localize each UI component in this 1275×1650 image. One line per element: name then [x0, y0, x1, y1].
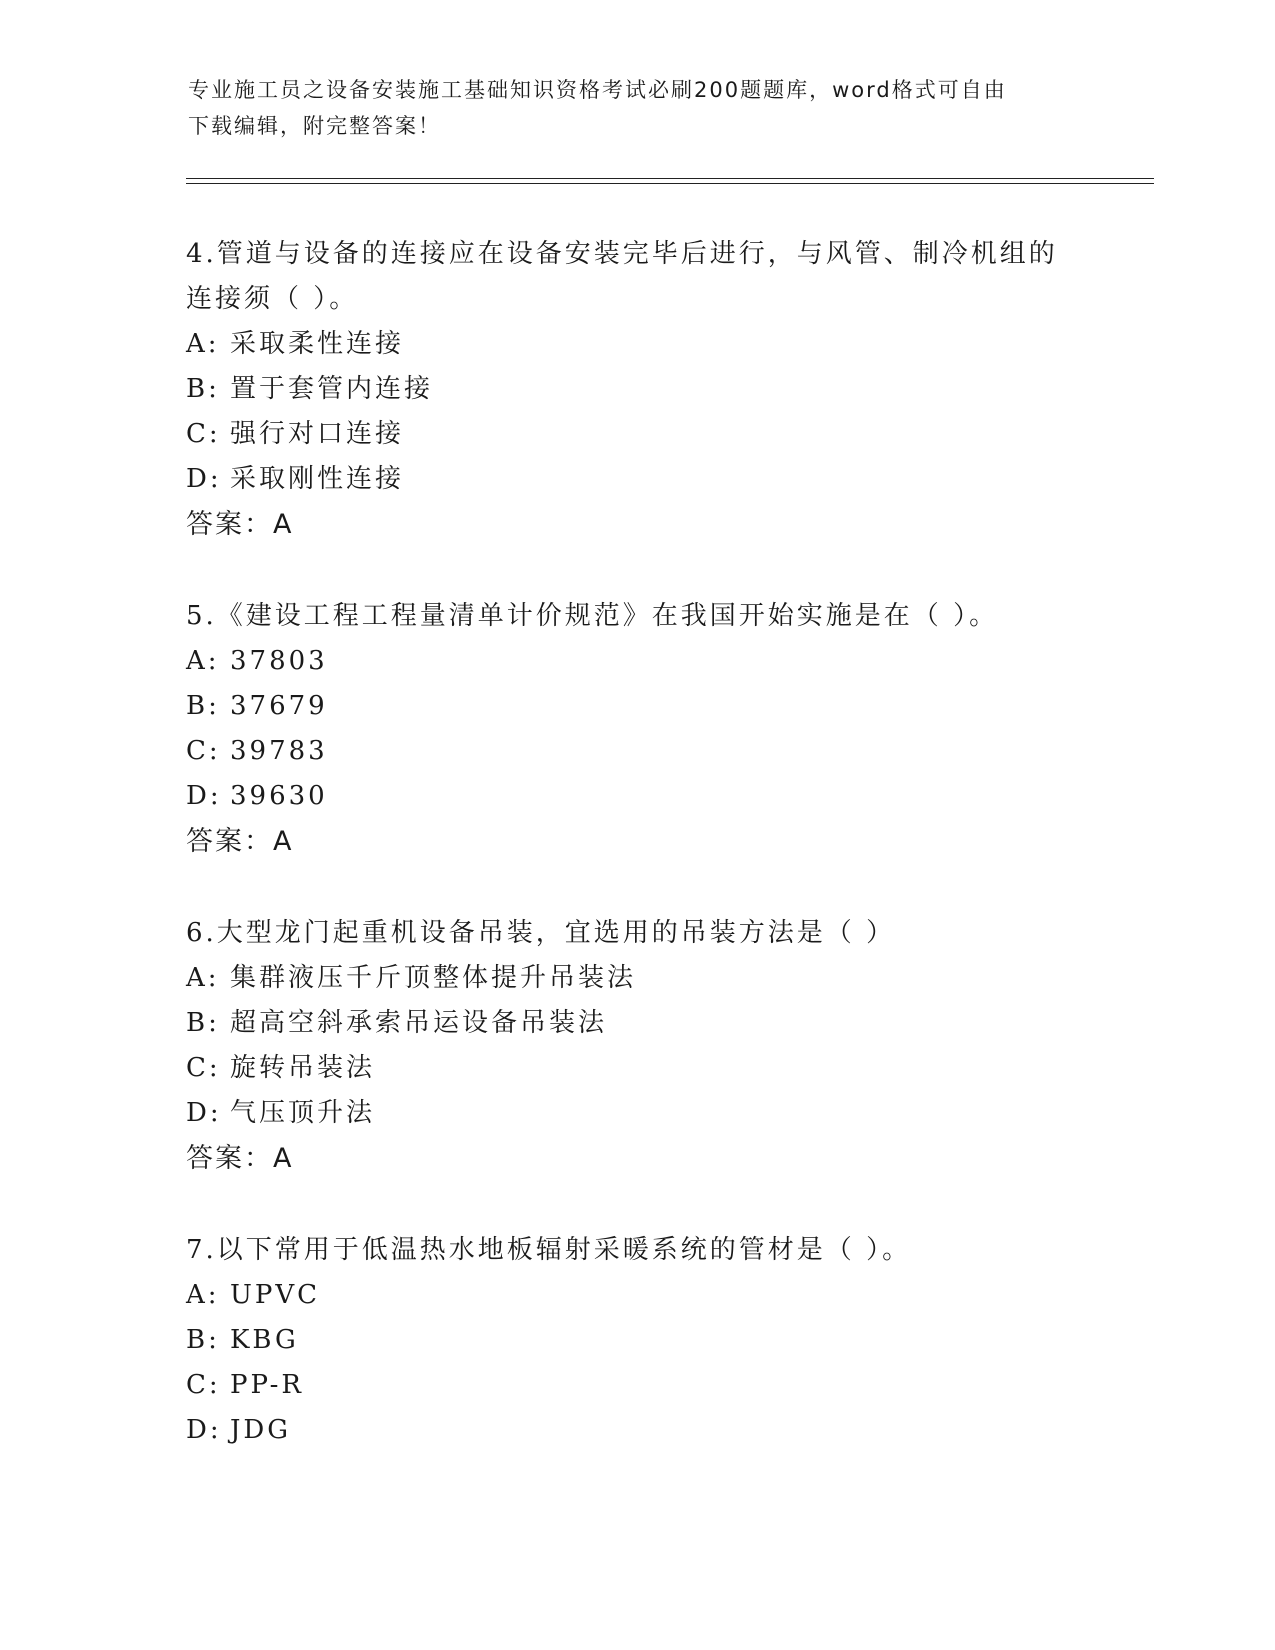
option-a [186, 1273, 1086, 1318]
option-a [186, 322, 1086, 367]
option-d [186, 457, 1086, 502]
option-d [186, 1408, 1086, 1453]
option-letter: D: [186, 1098, 222, 1128]
option-letter: C: [186, 419, 221, 449]
option-text: 采取刚性连接 [230, 464, 405, 494]
option-c [186, 729, 1086, 774]
question-text-line: 4.管道与设备的连接应在设备安装完毕后进行，与风管、制冷机组的 [186, 239, 1058, 269]
option-letter: D: [186, 464, 222, 494]
option-letter: A: [186, 1280, 220, 1310]
option-letter: C: [186, 1370, 221, 1400]
option-text: 超高空斜承索吊运设备吊装法 [230, 1008, 608, 1038]
answer-line: 答案：A [186, 1143, 294, 1174]
header-divider-top [186, 178, 1154, 179]
option-text: 37679 [230, 691, 328, 721]
header-line-1: 专业施工员之设备安装施工基础知识资格考试必刷200题题库，word格式可自由 [188, 78, 1007, 102]
option-text: PP-R [230, 1370, 304, 1400]
question-text [186, 232, 1086, 322]
option-c [186, 412, 1086, 457]
question-text: 6.大型龙门起重机设备吊装，宜选用的吊装方法是（ ） [186, 918, 896, 948]
option-letter: B: [186, 691, 220, 721]
option-text: 39783 [230, 736, 328, 766]
question-text-line: 连接须（ ）。 [186, 284, 359, 314]
option-letter: D: [186, 781, 222, 811]
answer-line: 答案：A [186, 509, 294, 540]
option-text: 置于套管内连接 [230, 374, 434, 404]
option-d [186, 774, 1086, 819]
question-6 [186, 911, 1086, 1182]
question-text: 5.《建设工程工程量清单计价规范》在我国开始实施是在（ ）。 [186, 601, 999, 631]
option-text: KBG [230, 1325, 299, 1355]
option-b [186, 1001, 1086, 1046]
option-letter: C: [186, 1053, 221, 1083]
question-list [186, 232, 1086, 1499]
option-text: JDG [230, 1415, 292, 1445]
option-b [186, 684, 1086, 729]
option-letter: B: [186, 1325, 220, 1355]
option-letter: B: [186, 1008, 220, 1038]
option-text: UPVC [230, 1280, 321, 1310]
question-7 [186, 1228, 1086, 1453]
option-letter: B: [186, 374, 220, 404]
option-text: 气压顶升法 [230, 1098, 376, 1128]
document-header [188, 72, 1088, 144]
option-text: 强行对口连接 [230, 419, 405, 449]
option-text: 集群液压千斤顶整体提升吊装法 [230, 963, 637, 993]
question-5 [186, 594, 1086, 865]
question-4 [186, 232, 1086, 548]
option-b [186, 367, 1086, 412]
option-a [186, 639, 1086, 684]
option-letter: A: [186, 646, 220, 676]
option-text: 37803 [230, 646, 328, 676]
option-a [186, 956, 1086, 1001]
header-divider-bottom [186, 183, 1154, 184]
option-text: 旋转吊装法 [230, 1053, 376, 1083]
header-line-2: 下载编辑，附完整答案！ [188, 114, 441, 138]
option-d [186, 1091, 1086, 1136]
option-letter: C: [186, 736, 221, 766]
option-text: 39630 [230, 781, 328, 811]
option-letter: D: [186, 1415, 222, 1445]
answer-line: 答案：A [186, 826, 294, 857]
option-text: 采取柔性连接 [230, 329, 405, 359]
option-c [186, 1046, 1086, 1091]
option-c [186, 1363, 1086, 1408]
option-letter: A: [186, 963, 220, 993]
option-letter: A: [186, 329, 220, 359]
question-text: 7.以下常用于低温热水地板辐射采暖系统的管材是（ ）。 [186, 1235, 912, 1265]
option-b [186, 1318, 1086, 1363]
